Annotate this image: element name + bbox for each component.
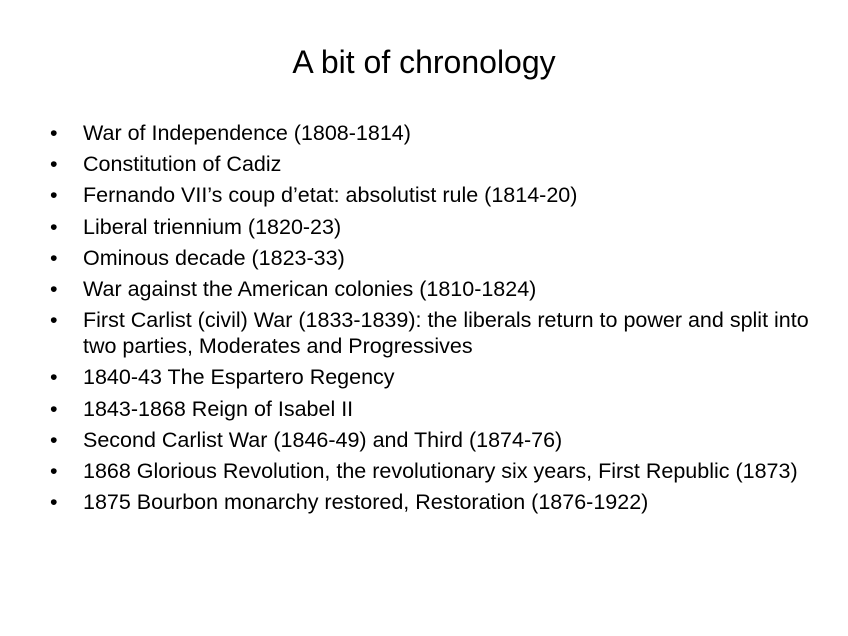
list-item-text: Constitution of Cadiz (83, 152, 282, 177)
list-item (50, 427, 810, 453)
list-item (50, 489, 810, 515)
list-item (50, 364, 810, 390)
list-item-text: 1875 Bourbon monarchy restored, Restoration (1876-1922) (83, 490, 649, 515)
list-item-text: 1868 Glorious Revolution, the revolutionary six years, First Republic (1873) (83, 458, 798, 483)
list-item (50, 458, 810, 484)
bullet-icon: • (50, 245, 58, 270)
bullet-icon: • (50, 152, 58, 177)
list-item-text: First Carlist (civil) War (1833-1839): the liberals return to power and split into two parties, Moderates and Progressives (83, 308, 809, 359)
list-item (50, 276, 810, 302)
list-item-text: 1843-1868 Reign of Isabel II (83, 396, 354, 421)
list-item (50, 396, 810, 422)
bullet-icon: • (50, 365, 58, 390)
bullet-list (50, 120, 810, 520)
bullet-icon: • (50, 183, 58, 208)
list-item (50, 120, 810, 146)
list-item-text: Ominous decade (1823-33) (83, 245, 345, 270)
bullet-icon: • (50, 396, 58, 421)
bullet-icon: • (50, 490, 58, 515)
bullet-icon: • (50, 458, 58, 483)
bullet-icon: • (50, 427, 58, 452)
bullet-icon: • (50, 276, 58, 301)
slide-title: A bit of chronology (292, 44, 556, 80)
list-item-text: 1840-43 The Espartero Regency (83, 365, 395, 390)
bullet-icon: • (50, 308, 58, 333)
list-item-text: War against the American colonies (1810-1824) (83, 276, 537, 301)
list-item (50, 214, 810, 240)
list-item-text: Fernando VII’s coup d’etat: absolutist rule (1814-20) (83, 183, 578, 208)
list-item-text: War of Independence (1808-1814) (83, 121, 411, 145)
list-item-text: Second Carlist War (1846-49) and Third (1874-76) (83, 427, 563, 452)
list-item (50, 151, 810, 177)
list-item (50, 182, 810, 208)
bullet-icon: • (50, 214, 58, 239)
list-item (50, 245, 810, 271)
list-item (50, 307, 810, 359)
list-item-text: Liberal triennium (1820-23) (83, 214, 342, 239)
bullet-icon: • (50, 121, 58, 145)
